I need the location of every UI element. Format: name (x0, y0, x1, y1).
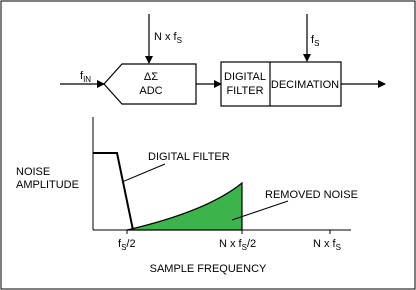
adc-label-line1: ΔΣ (143, 71, 159, 83)
filter-annotation: DIGITAL FILTER (148, 151, 230, 163)
adc-label-line2: ADC (139, 85, 163, 97)
adc-clock-label: N x $f_S$ (154, 31, 182, 45)
tick-label-n-half-fs: N x $f_S/2$ (219, 238, 257, 252)
tick-label-half-fs: $f_S/2$ (118, 238, 136, 252)
y-axis-label-line1: NOISE (16, 166, 51, 178)
adc-block (104, 64, 196, 104)
decimation-label: DECIMATION (270, 79, 340, 91)
input-label: $f_{IN}$ (80, 70, 92, 84)
removed-noise-annotation: REMOVED NOISE (265, 189, 358, 201)
tick-label-n-fs: N x $f_S$ (313, 238, 341, 252)
filter-response-curve (93, 153, 133, 230)
x-axis-label: SAMPLE FREQUENCY (149, 263, 267, 275)
removed-noise-region (127, 183, 242, 230)
filter-label-line2: FILTER (226, 85, 264, 97)
decimation-clock-label: $f_S$ (311, 34, 320, 48)
y-axis-label-line2: AMPLITUDE (16, 179, 79, 191)
filter-label-line1: DIGITAL (224, 71, 266, 83)
diagram-border (1, 1, 415, 289)
filter-annotation-leader (122, 164, 165, 182)
